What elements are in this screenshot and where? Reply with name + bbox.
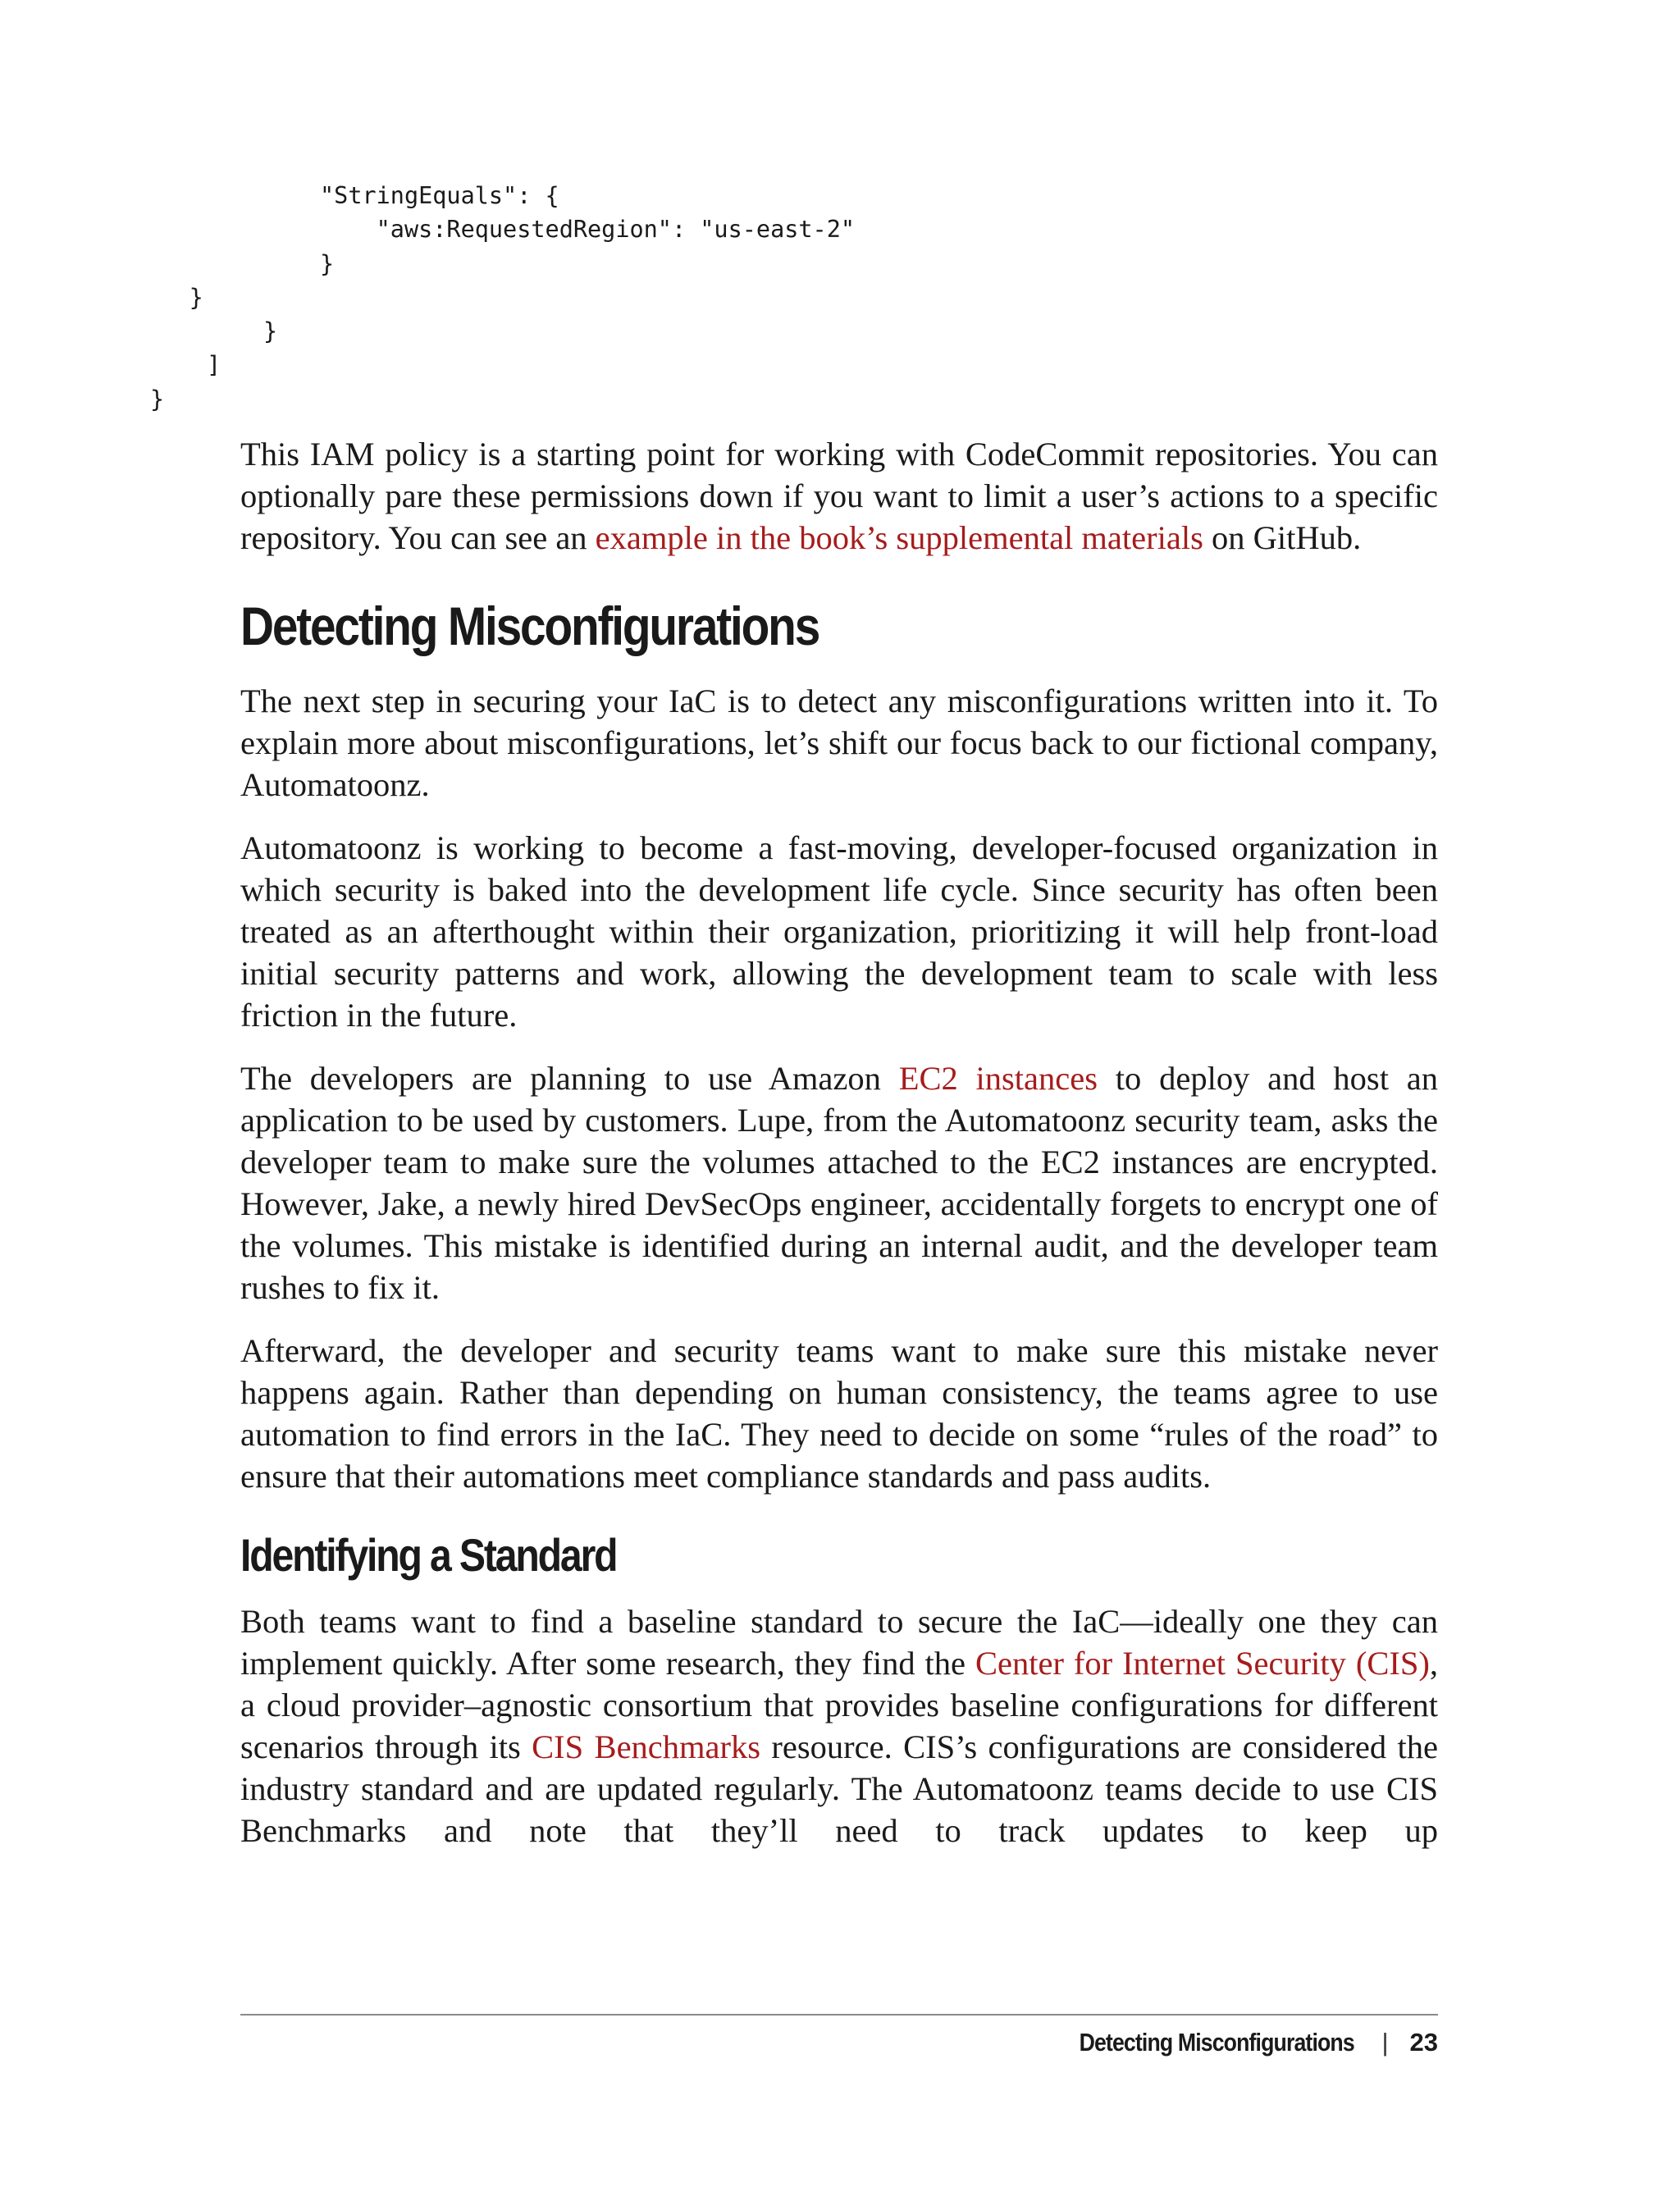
supplemental-materials-link[interactable]: example in the book’s supplemental materials — [595, 519, 1203, 556]
code-line: "StringEquals": { — [320, 182, 559, 209]
code-line: } — [263, 317, 278, 345]
paragraph: The next step in securing your IaC is to detect any misconfigurations written into it. To explain more about misconfigurations, let’s shift our focus back to our fictional company, Automatoonz. — [240, 682, 1438, 803]
code-line: "aws:RequestedRegion": "us-east-2" — [320, 216, 856, 244]
paragraph: Automatoonz is working to become a fast-moving, developer-focused organization in which security is baked into the development life cycle. Since security has often been treated as an afterthought within their organization, prioritizing it will help front-load initial security patterns and work, allowing the development team to scale with less friction in the future. — [240, 829, 1438, 1034]
paragraph: Both teams want to find a baseline standard to secure the IaC—ideally one they can implement quickly. After some research, they find the Center for Internet Security (CIS), a cloud provider–agnostic consortium that provides baseline configurations for different scenarios through its CIS Benchmarks resource. CIS’s configurations are considered the industry standard and are updated regularly. The Automatoonz teams decide to use CIS Benchmarks and note that they’ll need to track updates to keep up — [240, 1603, 1438, 1849]
code-line — [320, 284, 377, 311]
section-heading: Detecting Misconfigurations — [240, 596, 819, 656]
code-line: } — [320, 249, 335, 277]
running-footer-title: Detecting Misconfigurations — [1079, 2028, 1354, 2057]
ec2-instances-link[interactable]: EC2 instances — [898, 1060, 1098, 1097]
code-line: } — [189, 283, 203, 311]
paragraph: Afterward, the developer and security teams want to make sure this mistake never happens again. Rather than depending on human consistency, the teams agree to use automation to find errors in the IaC. They need to decide on some “rules of the road” to ensure that their automations meet compliance standards and pass audits. — [240, 1332, 1438, 1495]
cis-benchmarks-link[interactable]: CIS Benchmarks — [532, 1728, 761, 1765]
intro-paragraph: This IAM policy is a starting point for working with CodeCommit repositories. You can optionally pare these permissions down if you want to limit a user’s actions to a specific repository. You can see an example in the book’s supplemental materials on GitHub. — [240, 436, 1438, 556]
code-line: } — [150, 385, 165, 413]
footer-rule — [240, 2014, 1438, 2016]
code-line: ] — [207, 351, 221, 379]
code-block — [150, 179, 856, 416]
main-content — [240, 433, 1438, 1873]
footer-separator: | — [1381, 2028, 1389, 2057]
cis-link[interactable]: Center for Internet Security (CIS) — [975, 1645, 1430, 1682]
paragraph: The developers are planning to use Amazon EC2 instances to deploy and host an application to be used by customers. Lupe, from the Automatoonz security team, asks the developer team to make sure the volumes attached to the EC2 instances are encrypted. However, Jake, a newly hired DevSecOps engineer, accidentally forgets to encrypt one of the volumes. This mistake is identified during an internal audit, and the developer team rushes to fix it. — [240, 1060, 1438, 1306]
subsection-heading: Identifying a Standard — [240, 1529, 617, 1581]
page-footer — [1034, 2028, 1438, 2057]
page-number: 23 — [1409, 2028, 1438, 2057]
